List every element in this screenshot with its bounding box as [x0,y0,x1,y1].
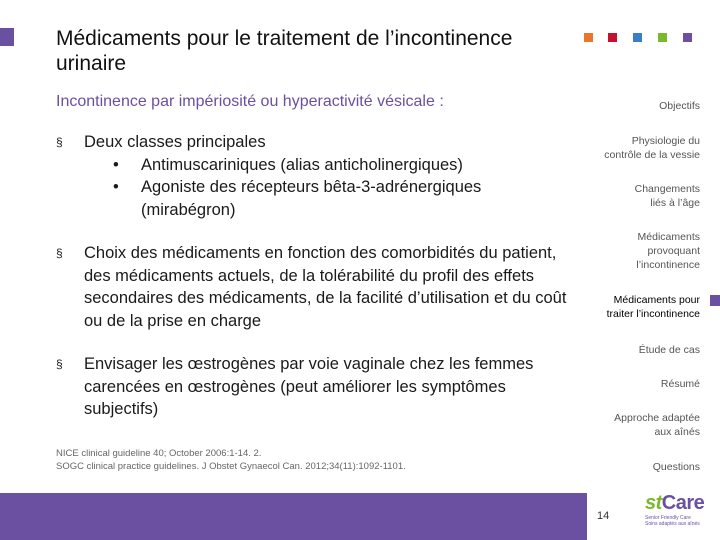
deco-square-orange [584,33,593,42]
bullet-text: Deux classes principales [84,133,266,151]
bullet-marker: § [56,357,63,371]
bullet-text: Choix des médicaments en fonction des comorbidités du patient, des médicaments actuels, de la tolérabilité du profil des effets secondaires des médicaments, de la facilité d’utilisation et du coût ou de la prise en charge [84,244,567,330]
sub-bullet-marker: • [113,178,119,196]
stcare-logo [645,492,715,537]
footer-bar [0,493,587,540]
sub-bullet-marker: • [113,155,119,174]
bullet-3 [56,353,571,421]
nav-item-resume[interactable]: Résumé [660,378,700,390]
page-number: 14 [597,510,610,522]
nav-item-changements[interactable]: Changements liés à l’âge [634,183,700,209]
bullet-2 [56,242,571,332]
nav-item-objectifs[interactable]: Objectifs [659,100,700,112]
bullet-marker: § [56,246,63,260]
slide-title: Médicaments pour le traitement de l’incontinence urinaire [56,27,513,75]
slide-subtitle: Incontinence par impériosité ou hyperactivité vésicale : [56,93,444,110]
sub-bullet [113,154,576,177]
reference-2: SOGC clinical practice guidelines. J Obstet Gynaecol Can. 2012;34(11):1092-1101. [56,461,406,472]
deco-square-blue [633,33,642,42]
bullet-text: Envisager les œstrogènes par voie vaginale chez les femmes carencées en œstrogènes (peut améliorer les symptômes subjectifs) [84,355,534,418]
sub-bullet-text: Antimuscariniques (alias anticholinergiques) [141,155,463,174]
logo-tagline-2: Soins adaptés aux aînés [645,521,700,527]
nav-item-approche[interactable]: Approche adaptée aux aînés [614,412,700,438]
nav-item-etude-de-cas[interactable]: Étude de cas [638,344,700,356]
sub-bullet-text: Agoniste des récepteurs bêta-3-adrénergiques (mirabégron) [141,178,482,219]
sub-bullet [113,176,576,221]
references [56,447,406,473]
deco-square-green [658,33,667,42]
bullet-1 [56,131,576,221]
logo-prefix: st [645,492,662,514]
deco-square-purple [683,33,692,42]
deco-square-red [608,33,617,42]
reference-1: NICE clinical guideline 40; October 2006:1-14. 2. [56,448,262,459]
corner-accent [0,28,14,46]
active-nav-marker [710,295,720,306]
bullet-marker: § [56,135,63,149]
nav-item-physiologie[interactable]: Physiologie du contrôle de la vessie [604,135,700,161]
nav-item-questions[interactable]: Questions [652,461,700,473]
logo-tagline-1: Senior Friendly Care [645,515,691,521]
logo-word: Care [661,492,705,514]
nav-item-medicaments-traiter[interactable]: Médicaments pour traiter l’incontinence [606,294,700,320]
nav-item-medicaments-provoquant[interactable]: Médicaments provoquant l’incontinence [636,231,700,271]
